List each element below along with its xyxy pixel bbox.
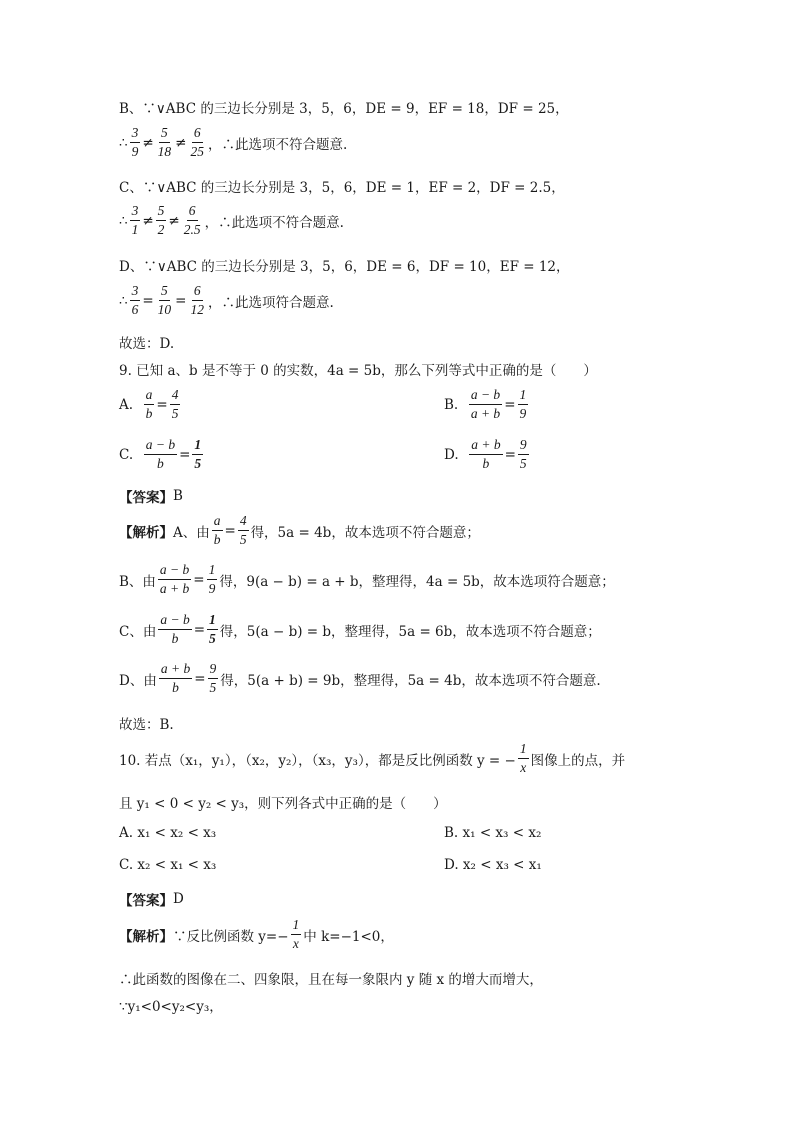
option-d-text xyxy=(119,255,570,275)
neq-symbol: ≠ xyxy=(175,134,187,151)
fraction: $\frac{a}{b}$ xyxy=(213,513,221,548)
option-label: C. xyxy=(119,446,134,463)
eq-symbol: = xyxy=(142,292,154,309)
q9-answer xyxy=(119,486,183,506)
answer-value: B xyxy=(173,488,183,504)
q10-analysis-3 xyxy=(119,995,223,1015)
conclusion-text: ，∴此选项不符合题意. xyxy=(207,136,348,153)
answer-label: 【答案】 xyxy=(119,490,173,505)
q9-option-c xyxy=(119,438,205,471)
analysis-label: 【解析】 xyxy=(119,524,173,540)
eq-symbol: = xyxy=(224,522,236,539)
q9-analysis-b xyxy=(119,563,615,596)
q10-option-d xyxy=(444,857,542,873)
fraction: $\frac{1}{9}$ xyxy=(519,387,527,422)
fraction: $\frac{1}{9}$ xyxy=(208,562,216,597)
q9-option-b xyxy=(444,388,530,421)
option-text: D. x₂ < x₃ < x₁ xyxy=(444,857,542,873)
option-text: B. x₁ < x₃ < x₂ xyxy=(444,825,542,841)
q10-stem-text: 且 y₁ < 0 < y₂ < y₃，则下列各式中正确的是（ ） xyxy=(119,796,447,812)
option-d-conclusion xyxy=(119,284,334,317)
q9-analysis-a xyxy=(119,514,480,547)
fraction: $\frac{1}{x}$ xyxy=(519,741,527,776)
q10-analysis-2 xyxy=(119,968,543,988)
eq-symbol: = xyxy=(193,621,206,638)
fraction: $\frac{a - b}{b}$ xyxy=(160,612,190,647)
analysis-text: ∵反比例函数 y=− xyxy=(173,928,289,945)
q9-analysis-c xyxy=(119,613,601,646)
eq-symbol: = xyxy=(194,670,206,687)
fraction: $\frac{a - b}{b}$ xyxy=(145,437,176,472)
option-text: A. x₁ < x₂ < x₃ xyxy=(119,825,217,841)
q9-option-a xyxy=(119,388,182,421)
q10-stem xyxy=(119,742,625,775)
eq-symbol: = xyxy=(504,396,516,413)
eq-symbol: = xyxy=(179,446,191,463)
q9-option-d xyxy=(444,438,531,471)
q10-analysis-1 xyxy=(119,918,394,951)
analysis-text: 得，9(a − b) = a + b，整理得，4a = 5b，故本选项符合题意； xyxy=(219,573,615,590)
analysis-text: 得，5a = 4b，故本选项不符合题意； xyxy=(250,524,480,541)
answer-value: D xyxy=(173,891,184,907)
q10-stem-text: 10. 若点（x₁，y₁），（x₂，y₂），（x₃，y₃），都是反比例函数 y = − xyxy=(119,752,516,769)
q9-analysis-d xyxy=(119,662,601,695)
neq-symbol: ≠ xyxy=(168,212,180,229)
q10-stem-2 xyxy=(119,792,447,812)
analysis-text: 得，5(a − b) = b，整理得，5a = 6b，故本选项不符合题意； xyxy=(219,623,601,640)
q10-stem-text: 图像上的点，并 xyxy=(530,752,626,769)
option-c-statement: C、∵∨ABC 的三边长分别是 3，5，6，DE = 1，EF = 2，DF = 2.5， xyxy=(119,180,565,196)
fraction: $\frac{a - b}{a + b}$ xyxy=(159,562,190,597)
analysis-text: B、由 xyxy=(119,573,156,590)
fraction: $\frac{6}{2.5}$ xyxy=(183,203,201,238)
option-b-text xyxy=(119,97,569,117)
option-c-conclusion xyxy=(119,204,344,237)
fraction: $\frac{5}{10}$ xyxy=(157,283,172,318)
therefore-symbol: ∴ xyxy=(119,292,128,309)
analysis-text: 得，5(a + b) = 9b，整理得，5a = 4b，故本选项不符合题意. xyxy=(220,672,601,689)
fraction: $\frac{9}{5}$ xyxy=(519,437,527,472)
fraction: $\frac{a}{b}$ xyxy=(145,387,153,422)
eq-symbol: = xyxy=(193,571,205,588)
fraction: $\frac{1}{x}$ xyxy=(292,917,300,952)
conclusion-text: ，∴此选项符合题意. xyxy=(207,294,334,311)
therefore-symbol: ∴ xyxy=(119,134,128,151)
fraction: $\frac{9}{5}$ xyxy=(209,661,217,696)
therefore-symbol: ∴ xyxy=(119,212,128,229)
analysis-text: C、由 xyxy=(119,623,157,640)
analysis-text: D、由 xyxy=(119,672,157,689)
fraction: $\frac{6}{12}$ xyxy=(190,283,204,318)
fraction: $\frac{4}{5}$ xyxy=(239,513,247,548)
fraction: $\frac{5}{2}$ xyxy=(157,203,165,238)
fraction: $\frac{5}{18}$ xyxy=(157,125,172,160)
fraction: $\frac{3}{9}$ xyxy=(131,125,139,160)
fraction: $\frac{a + b}{b}$ xyxy=(160,661,191,696)
option-b-statement: B、∵∨ABC 的三边长分别是 3，5，6，DE = 9，EF = 18，DF = 25， xyxy=(119,101,569,117)
neq-symbol: ≠ xyxy=(142,134,154,151)
fraction: $\frac{a - b}{a + b}$ xyxy=(470,387,501,422)
select-b-line xyxy=(119,713,174,733)
fraction: $\frac{4}{5}$ xyxy=(171,387,179,422)
fraction: $\frac{1}{5}$ xyxy=(194,437,202,472)
q10-option-a xyxy=(119,825,216,841)
analysis-text: ∵y₁<0<y₂<y₃， xyxy=(119,999,223,1015)
option-label: A. xyxy=(119,396,134,413)
option-c-text xyxy=(119,176,565,196)
eq-symbol: = xyxy=(156,396,168,413)
neq-symbol: ≠ xyxy=(142,212,154,229)
option-label: B. xyxy=(444,396,459,413)
option-b-conclusion xyxy=(119,126,347,159)
q9-stem-text: 9. 已知 a、b 是不等于 0 的实数，4a = 5b，那么下列等式中正确的是（ ） xyxy=(119,363,597,379)
fraction: $\frac{1}{5}$ xyxy=(209,612,216,647)
conclusion-text: ，∴此选项不符合题意. xyxy=(204,214,344,231)
analysis-text: 中 k=−1<0， xyxy=(303,928,394,945)
option-label: D. xyxy=(444,446,459,463)
answer-label: 【答案】 xyxy=(119,893,173,908)
option-d-statement: D、∵∨ABC 的三边长分别是 3，5，6，DE = 6，DF = 10，EF = 12， xyxy=(119,259,570,275)
option-text: C. x₂ < x₁ < x₃ xyxy=(119,857,217,873)
fraction: $\frac{3}{1}$ xyxy=(131,203,139,238)
fraction: $\frac{3}{6}$ xyxy=(131,283,139,318)
select-b-text: 故选：B. xyxy=(119,717,174,733)
q10-option-c xyxy=(119,857,216,873)
fraction: $\frac{a + b}{b}$ xyxy=(471,437,501,472)
analysis-text: A、由 xyxy=(173,524,210,541)
analysis-label: 【解析】 xyxy=(119,928,173,944)
fraction: $\frac{6}{25}$ xyxy=(190,125,204,160)
q9-stem xyxy=(119,359,597,379)
select-d-line xyxy=(119,332,174,352)
eq-symbol: = xyxy=(504,446,516,463)
select-d-text: 故选：D. xyxy=(119,336,175,352)
eq-symbol: = xyxy=(175,292,187,309)
analysis-text: ∴此函数的图像在二、四象限，且在每一象限内 y 随 x 的增大而增大， xyxy=(119,972,543,988)
q10-option-b xyxy=(444,825,541,841)
q10-answer xyxy=(119,889,184,909)
